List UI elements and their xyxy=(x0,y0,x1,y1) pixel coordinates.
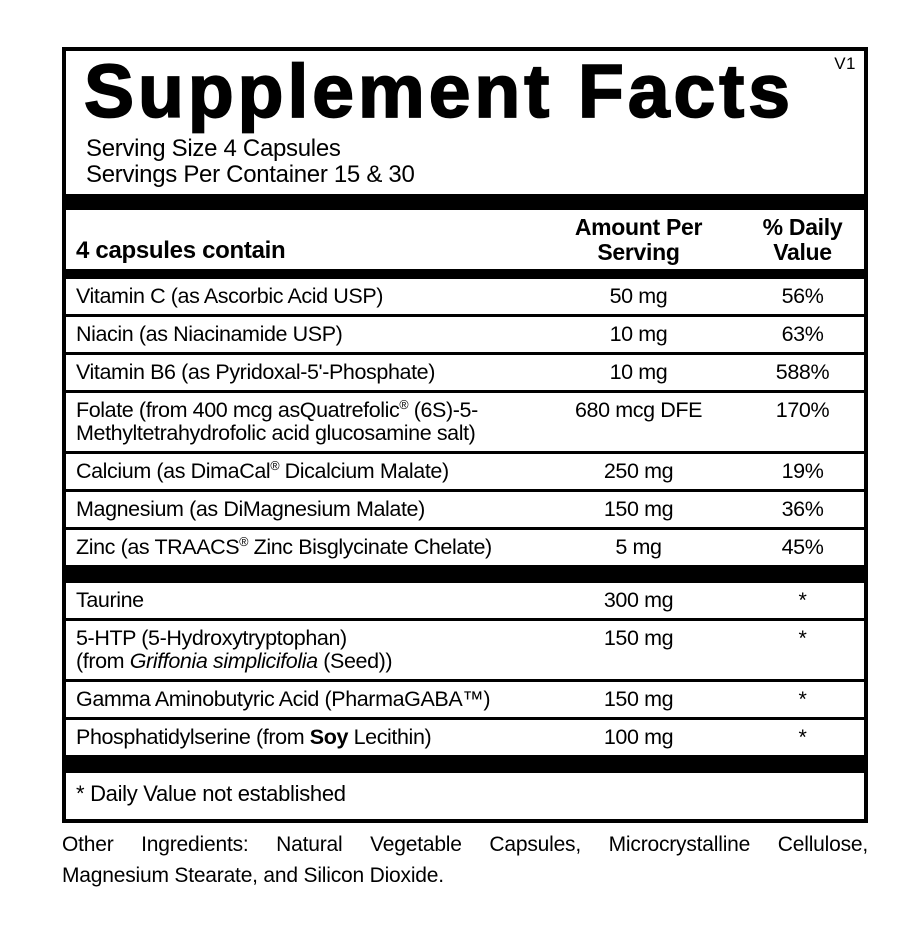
table-row xyxy=(66,390,864,451)
ingredient-name: Zinc (as TRAACS® Zinc Bisglycinate Chelate) xyxy=(76,534,492,559)
table-row xyxy=(66,679,864,717)
amount-per-serving-value: 250 mg xyxy=(603,458,674,483)
supplement-facts-panel xyxy=(62,47,868,823)
daily-value-percent: 588% xyxy=(775,359,830,384)
ingredient-name: Vitamin B6 (as Pyridoxal-5'-Phosphate) xyxy=(76,359,435,384)
amount-per-serving-value: 300 mg xyxy=(603,587,674,612)
other-ingredients-line2: Magnesium Stearate, and Silicon Dioxide. xyxy=(62,864,444,887)
table-row xyxy=(66,527,864,565)
daily-value-percent: 56% xyxy=(781,283,824,308)
ingredient-name: Folate (from 400 mcg asQuatrefolic® (6S)-5- Methyltetrahydrofolic acid glucosamine salt) xyxy=(76,397,478,445)
ingredient-name: Taurine xyxy=(76,587,144,612)
daily-value-percent: 170% xyxy=(775,397,830,422)
ingredient-name: Niacin (as Niacinamide USP) xyxy=(76,321,343,346)
thick-divider-middle xyxy=(66,565,864,583)
version-tag: V1 xyxy=(834,54,856,73)
table-row xyxy=(66,717,864,755)
amount-per-serving-value: 150 mg xyxy=(603,625,674,650)
daily-value-percent: * xyxy=(798,686,807,711)
ingredient-name: Calcium (as DimaCal® Dicalcium Malate) xyxy=(76,458,449,483)
daily-value-percent: 63% xyxy=(781,321,824,346)
servings-per-container: Servings Per Container 15 & 30 xyxy=(86,160,415,188)
daily-value-percent: 45% xyxy=(781,534,824,559)
other-ingredients-line1: Other Ingredients: Natural Vegetable Capsules, Microcrystalline Cellulose, xyxy=(62,833,868,856)
table-row xyxy=(66,352,864,390)
amount-per-serving-value: 150 mg xyxy=(603,496,674,521)
column-header-daily-value: % Daily Value xyxy=(762,213,843,265)
daily-value-percent: 19% xyxy=(781,458,824,483)
amount-per-serving-value: 10 mg xyxy=(609,321,668,346)
header-divider xyxy=(66,269,864,279)
ingredient-name: Phosphatidylserine (from Soy Lecithin) xyxy=(76,724,432,749)
table-row xyxy=(66,279,864,314)
amount-per-serving-value: 100 mg xyxy=(603,724,674,749)
daily-value-percent: * xyxy=(798,625,807,650)
panel-title: Supplement Facts xyxy=(84,49,794,133)
ingredient-name: Vitamin C (as Ascorbic Acid USP) xyxy=(76,283,384,308)
amount-per-serving-value: 5 mg xyxy=(615,534,662,559)
table-row xyxy=(66,618,864,679)
daily-value-percent: 36% xyxy=(781,496,824,521)
proprietary-section xyxy=(66,583,864,755)
thick-divider-bottom xyxy=(66,755,864,773)
amount-per-serving-value: 10 mg xyxy=(609,359,668,384)
table-row xyxy=(66,489,864,527)
table-row xyxy=(66,451,864,489)
table-header-row xyxy=(66,210,864,269)
other-ingredients xyxy=(62,829,868,891)
serving-size: Serving Size 4 Capsules xyxy=(86,134,341,162)
column-header-contains: 4 capsules contain xyxy=(76,236,286,264)
amount-per-serving-value: 150 mg xyxy=(603,686,674,711)
table-row xyxy=(66,314,864,352)
ingredient-name: 5-HTP (5-Hydroxytryptophan) (from Griffonia simplicifolia (Seed)) xyxy=(76,625,393,673)
daily-value-percent: * xyxy=(798,724,807,749)
daily-value-percent: * xyxy=(798,587,807,612)
ingredient-name: Gamma Aminobutyric Acid (PharmaGABA™) xyxy=(76,686,491,711)
thick-divider-top xyxy=(66,194,864,210)
serving-info xyxy=(86,136,864,188)
column-header-amount: Amount Per Serving xyxy=(574,213,703,265)
amount-per-serving-value: 680 mcg DFE xyxy=(574,397,703,422)
table-row xyxy=(66,583,864,618)
ingredient-name: Magnesium (as DiMagnesium Malate) xyxy=(76,496,425,521)
nutrient-section xyxy=(66,279,864,565)
daily-value-footnote: * Daily Value not established xyxy=(76,780,346,806)
amount-per-serving-value: 50 mg xyxy=(609,283,668,308)
